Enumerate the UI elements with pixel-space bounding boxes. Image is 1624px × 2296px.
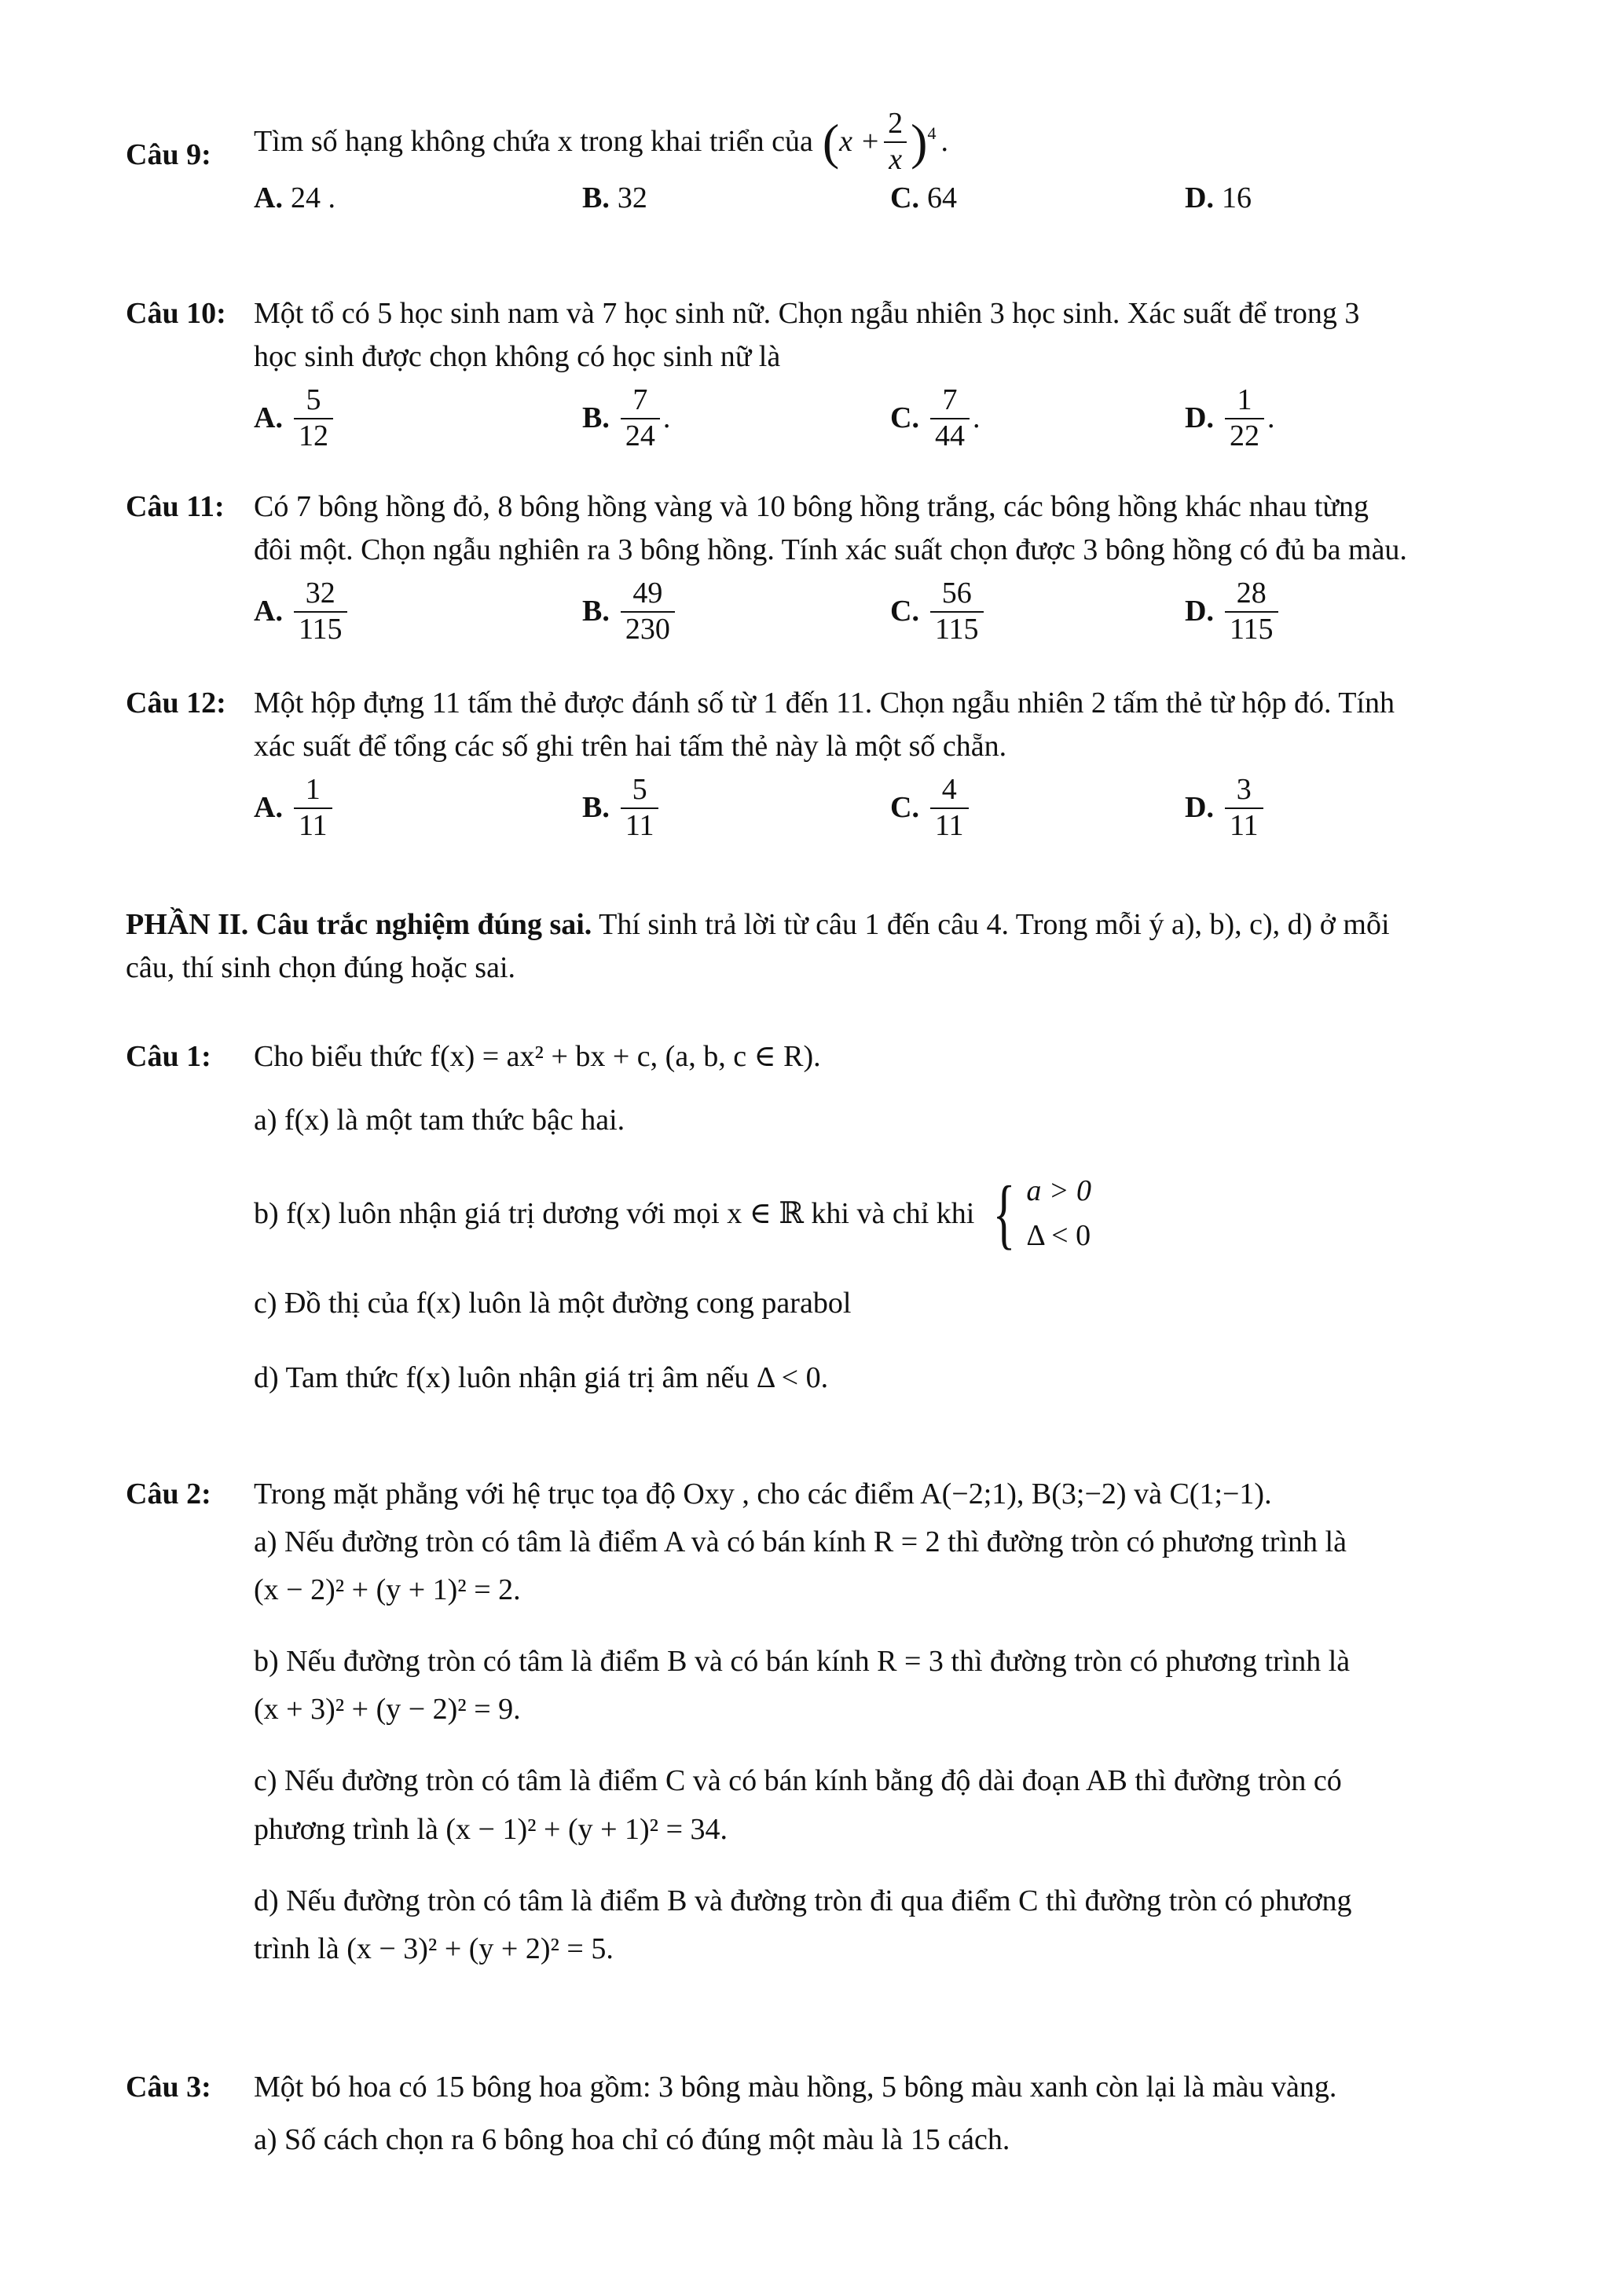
paren-close: ) [911, 113, 928, 170]
option-a[interactable] [254, 383, 336, 453]
numerator: 28 [1236, 577, 1267, 610]
denominator: 230 [621, 611, 675, 647]
denominator: 22 [1225, 418, 1264, 454]
fraction [294, 773, 332, 843]
question-label: Câu 10: [126, 297, 226, 330]
expr-text: x + [839, 125, 881, 159]
statement-d-line1: d) Nếu đường tròn có tâm là điểm B và đường tròn đi qua điểm C thì đường tròn có phương [254, 1884, 1352, 1917]
statement-b-line2: (x + 3)² + (y − 2)² = 9. [254, 1693, 521, 1727]
statement-c-line1: c) Nếu đường tròn có tâm là điểm C và có bán kính bằng độ dài đoạn AB thì đường tròn có [254, 1764, 1342, 1798]
denominator: 11 [1225, 807, 1263, 844]
tf-question-2 [126, 1473, 1524, 1971]
question-stem: Một bó hoa có 15 bông hoa gồm: 3 bông màu hồng, 5 bông màu xanh còn lại là màu vàng. [254, 2071, 1337, 2104]
numerator: 4 [941, 773, 957, 807]
numerator: 49 [632, 577, 663, 610]
paren-open: ( [822, 113, 840, 170]
options-row [254, 577, 1524, 663]
numerator: 5 [632, 773, 647, 807]
fraction [621, 383, 660, 453]
statement-d-line2: trình là (x − 3)² + (y + 2)² = 5. [254, 1932, 614, 1965]
statement-c: c) Đồ thị của f(x) luôn là một đường cong parabol [254, 1287, 852, 1320]
option-end: . [972, 401, 981, 435]
question-text-line1: Một tổ có 5 học sinh nam và 7 học sinh nữ. Chọn ngẫu nhiên 3 học sinh. Xác suất để trong 3 [254, 297, 1360, 330]
question-9 [126, 107, 1524, 224]
option-d[interactable] [1185, 383, 1274, 453]
option-a[interactable] [254, 177, 335, 220]
question-stem: Cho biểu thức f(x) = ax² + bx + c, (a, b, c ∈ R). [254, 1040, 821, 1073]
option-value: 32 [617, 181, 647, 215]
statement-b-text: b) f(x) luôn nhận giá trị dương với mọi x ∈ ℝ khi và chỉ khi [254, 1196, 975, 1230]
denominator: 11 [294, 807, 332, 844]
denominator: 11 [621, 807, 659, 844]
options-row [254, 177, 1524, 224]
option-letter: A. [254, 791, 283, 825]
condition-1: a > 0 [1026, 1174, 1091, 1208]
option-d[interactable] [1185, 577, 1281, 646]
question-11 [126, 485, 1524, 663]
option-d[interactable] [1185, 773, 1267, 843]
option-letter: C. [890, 791, 919, 825]
denominator [884, 141, 907, 178]
statement-a-line1: a) Nếu đường tròn có tâm là điểm A và có bán kính R = 2 thì đường tròn có phương trình là [254, 1525, 1347, 1559]
option-value: 64 [926, 181, 957, 215]
statement-b-line1: b) Nếu đường tròn có tâm là điểm B và có bán kính R = 3 thì đường tròn có phương trình là [254, 1645, 1351, 1679]
option-c[interactable] [890, 177, 957, 220]
statement-a: a) f(x) là một tam thức bậc hai. [254, 1104, 625, 1137]
numerator: 1 [305, 773, 321, 807]
question-text-line2: học sinh được chọn không có học sinh nữ là [254, 340, 781, 374]
condition-2: Δ < 0 [1026, 1219, 1091, 1253]
statement-d: d) Tam thức f(x) luôn nhận giá trị âm nếu Δ < 0. [254, 1361, 829, 1395]
fraction [1225, 773, 1263, 843]
exponent: 4 [927, 123, 937, 143]
question-text-line2: xác suất để tổng các số ghi trên hai tấm thẻ này là một số chẵn. [254, 730, 1007, 764]
option-end: . [1267, 401, 1275, 435]
question-text-line1: Một hộp đựng 11 tấm thẻ được đánh số từ 1 đến 11. Chọn ngẫu nhiên 2 tấm thẻ từ hộp đó. Tính [254, 687, 1395, 720]
denominator: 44 [930, 418, 970, 454]
option-letter: B. [582, 595, 610, 628]
denominator-var: x [889, 142, 903, 176]
denominator: 24 [621, 418, 660, 454]
statement-c-line2: phương trình là (x − 1)² + (y + 1)² = 34. [254, 1812, 728, 1846]
numerator: 7 [632, 383, 648, 417]
brace-icon: { [992, 1170, 1016, 1258]
option-c[interactable] [890, 383, 980, 453]
statement-a-line2: (x − 2)² + (y + 1)² = 2. [254, 1573, 521, 1607]
option-end: . [662, 401, 671, 435]
denominator: 115 [1225, 611, 1278, 647]
option-b[interactable] [582, 577, 678, 646]
option-letter: C. [890, 401, 919, 435]
option-b[interactable] [582, 383, 670, 453]
option-letter: C. [890, 595, 919, 628]
fraction [930, 383, 970, 453]
question-10 [126, 292, 1524, 470]
numerator: 5 [306, 383, 321, 417]
option-a[interactable] [254, 577, 350, 646]
condition-system [985, 1169, 1091, 1258]
options-row [254, 773, 1524, 859]
numerator: 1 [1237, 383, 1252, 417]
option-letter: D. [1185, 791, 1214, 825]
option-value: 16 [1221, 181, 1252, 215]
part-2-header [126, 903, 1524, 990]
option-value: 24 . [290, 181, 335, 215]
question-label: Câu 11: [126, 490, 225, 523]
denominator: 12 [294, 418, 333, 454]
statement-b [254, 1169, 1524, 1258]
numerator: 56 [941, 577, 972, 610]
fraction [621, 773, 659, 843]
fraction [294, 383, 333, 453]
option-letter: A. [254, 401, 283, 435]
fraction [883, 107, 907, 177]
question-label: Câu 3: [126, 2071, 211, 2104]
fraction [930, 577, 984, 646]
question-text: Tìm số hạng không chứa x trong khai triển của [254, 125, 813, 159]
question-label: Câu 9: [126, 138, 211, 171]
option-d[interactable] [1185, 177, 1252, 220]
option-letter: D. [1185, 181, 1214, 215]
option-b[interactable] [582, 773, 662, 843]
denominator: 115 [930, 611, 984, 647]
option-a[interactable] [254, 773, 335, 843]
option-letter: C. [890, 181, 919, 215]
question-text-line1: Có 7 bông hồng đỏ, 8 bông hồng vàng và 10 bông hồng trắng, các bông hồng khác nhau từng [254, 490, 1369, 523]
denominator: 11 [930, 807, 969, 844]
option-c[interactable] [890, 773, 972, 843]
fraction [930, 773, 969, 843]
part-2-text1: Thí sinh trả lời từ câu 1 đến câu 4. Trong mỗi ý a), b), c), d) ở mỗi [592, 908, 1390, 941]
statement-a: a) Số cách chọn ra 6 bông hoa chỉ có đúng một màu là 15 cách. [254, 2123, 1010, 2157]
tf-question-1 [126, 1035, 1524, 1400]
option-letter: B. [582, 791, 610, 825]
option-letter: B. [582, 401, 610, 435]
numerator: 2 [888, 107, 904, 140]
fraction [621, 577, 675, 646]
part-2-title: PHẦN II. Câu trắc nghiệm đúng sai. [126, 908, 592, 941]
fraction [294, 577, 347, 646]
fraction [1225, 383, 1264, 453]
option-letter: D. [1185, 401, 1214, 435]
question-label: Câu 1: [126, 1040, 211, 1073]
numerator: 32 [305, 577, 335, 610]
tf-question-3 [126, 2066, 1524, 2162]
option-letter: D. [1185, 595, 1214, 628]
period: . [940, 125, 948, 159]
question-stem: Trong mặt phẳng với hệ trục tọa độ Oxy , cho các điểm A(−2;1), B(3;−2) và C(1;−1). [254, 1478, 1272, 1511]
option-c[interactable] [890, 577, 987, 646]
question-label: Câu 2: [126, 1478, 211, 1511]
option-b[interactable] [582, 177, 647, 220]
option-letter: A. [254, 595, 283, 628]
denominator: 115 [294, 611, 347, 647]
fraction [1225, 577, 1278, 646]
question-label: Câu 12: [126, 687, 226, 720]
numerator: 7 [942, 383, 958, 417]
options-row [254, 383, 1524, 470]
part-2-text2: câu, thí sinh chọn đúng hoặc sai. [126, 951, 516, 985]
question-12 [126, 682, 1524, 859]
question-text-line2: đôi một. Chọn ngẫu nghiên ra 3 bông hồng. Tính xác suất chọn được 3 bông hồng có đủ ba màu. [254, 533, 1407, 567]
option-letter: B. [582, 181, 610, 215]
option-letter: A. [254, 181, 283, 215]
numerator: 3 [1236, 773, 1252, 807]
